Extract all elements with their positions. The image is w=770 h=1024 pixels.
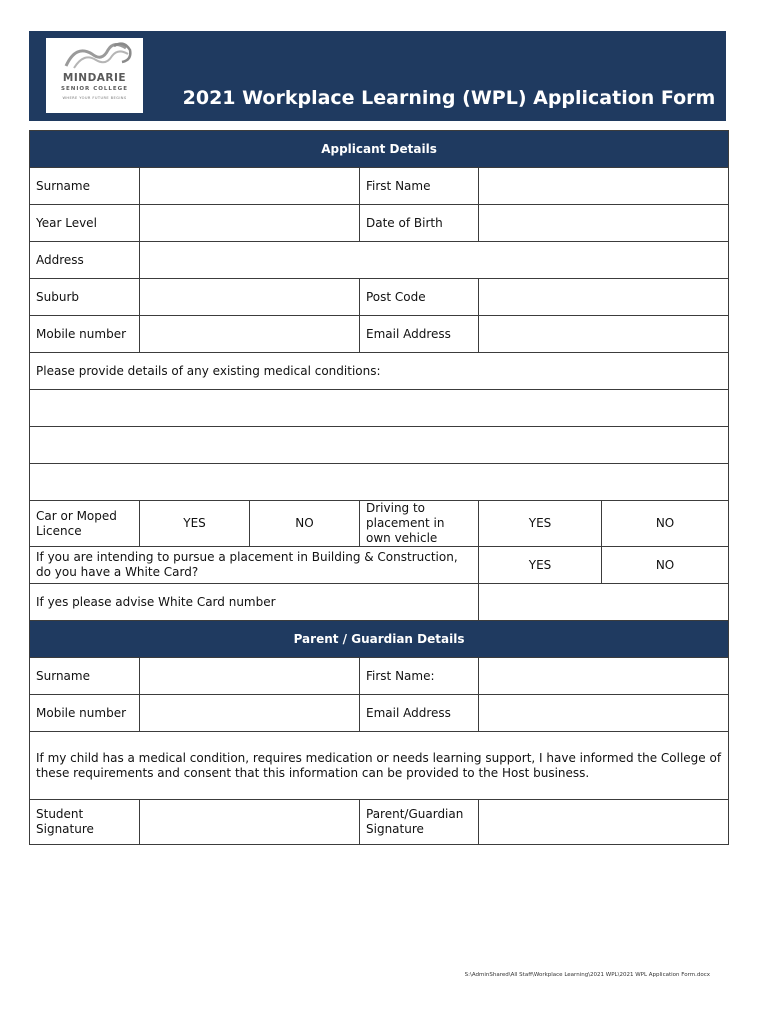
- medical-conditions-prompt: Please provide details of any existing medical conditions:: [30, 353, 729, 390]
- student-signature-field[interactable]: [140, 800, 360, 845]
- email-label: Email Address: [360, 316, 479, 353]
- licence-no-option[interactable]: NO: [250, 501, 360, 547]
- post-code-field[interactable]: [479, 279, 729, 316]
- surname-field[interactable]: [140, 168, 360, 205]
- parent-signature-field[interactable]: [479, 800, 729, 845]
- college-logo: [46, 38, 143, 113]
- header-banner: [29, 31, 726, 121]
- post-code-label: Post Code: [360, 279, 479, 316]
- guardian-first-name-label: First Name:: [360, 658, 479, 695]
- licence-label: Car or Moped Licence: [30, 501, 140, 547]
- suburb-label: Suburb: [30, 279, 140, 316]
- email-field[interactable]: [479, 316, 729, 353]
- suburb-field[interactable]: [140, 279, 360, 316]
- dob-field[interactable]: [479, 205, 729, 242]
- white-card-number-label: If yes please advise White Card number: [30, 584, 479, 621]
- driving-yes-option[interactable]: YES: [479, 501, 602, 547]
- year-level-field[interactable]: [140, 205, 360, 242]
- guardian-first-name-field[interactable]: [479, 658, 729, 695]
- licence-yes-option[interactable]: YES: [140, 501, 250, 547]
- guardian-mobile-field[interactable]: [140, 695, 360, 732]
- guardian-email-label: Email Address: [360, 695, 479, 732]
- year-level-label: Year Level: [30, 205, 140, 242]
- dob-label: Date of Birth: [360, 205, 479, 242]
- application-form: [29, 130, 729, 845]
- driving-no-option[interactable]: NO: [602, 501, 729, 547]
- mobile-label: Mobile number: [30, 316, 140, 353]
- medical-line-3[interactable]: [30, 464, 729, 501]
- student-signature-label: Student Signature: [30, 800, 140, 845]
- mobile-field[interactable]: [140, 316, 360, 353]
- consent-statement: If my child has a medical condition, requires medication or needs learning support, I have informed the College of these requirements and consent that this information can be provided to the Host business.: [30, 732, 729, 800]
- white-card-no-option[interactable]: NO: [602, 547, 729, 584]
- applicant-details-heading: Applicant Details: [30, 131, 729, 168]
- guardian-email-field[interactable]: [479, 695, 729, 732]
- surname-label: Surname: [30, 168, 140, 205]
- wave-logo-icon: [46, 38, 143, 72]
- logo-subtitle: SENIOR COLLEGE: [61, 86, 128, 92]
- footer-file-path: S:\AdminShared\All Staff\Workplace Learning\2021 WPL\2021 WPL Application Form.docx: [464, 972, 710, 978]
- white-card-question: If you are intending to pursue a placement in Building & Construction, do you have a White Card?: [30, 547, 479, 584]
- guardian-mobile-label: Mobile number: [30, 695, 140, 732]
- driving-label: Driving to placement in own vehicle: [360, 501, 479, 547]
- white-card-yes-option[interactable]: YES: [479, 547, 602, 584]
- white-card-number-field[interactable]: [479, 584, 729, 621]
- medical-line-1[interactable]: [30, 390, 729, 427]
- logo-name: MINDARIE: [62, 72, 127, 84]
- address-label: Address: [30, 242, 140, 279]
- guardian-surname-field[interactable]: [140, 658, 360, 695]
- first-name-label: First Name: [360, 168, 479, 205]
- parent-signature-label: Parent/Guardian Signature: [360, 800, 479, 845]
- logo-tagline: WHERE YOUR FUTURE BEGINS: [62, 96, 127, 100]
- medical-line-2[interactable]: [30, 427, 729, 464]
- form-title: 2021 Workplace Learning (WPL) Application Form: [182, 87, 716, 109]
- guardian-surname-label: Surname: [30, 658, 140, 695]
- address-field[interactable]: [140, 242, 729, 279]
- guardian-details-heading: Parent / Guardian Details: [30, 621, 729, 658]
- first-name-field[interactable]: [479, 168, 729, 205]
